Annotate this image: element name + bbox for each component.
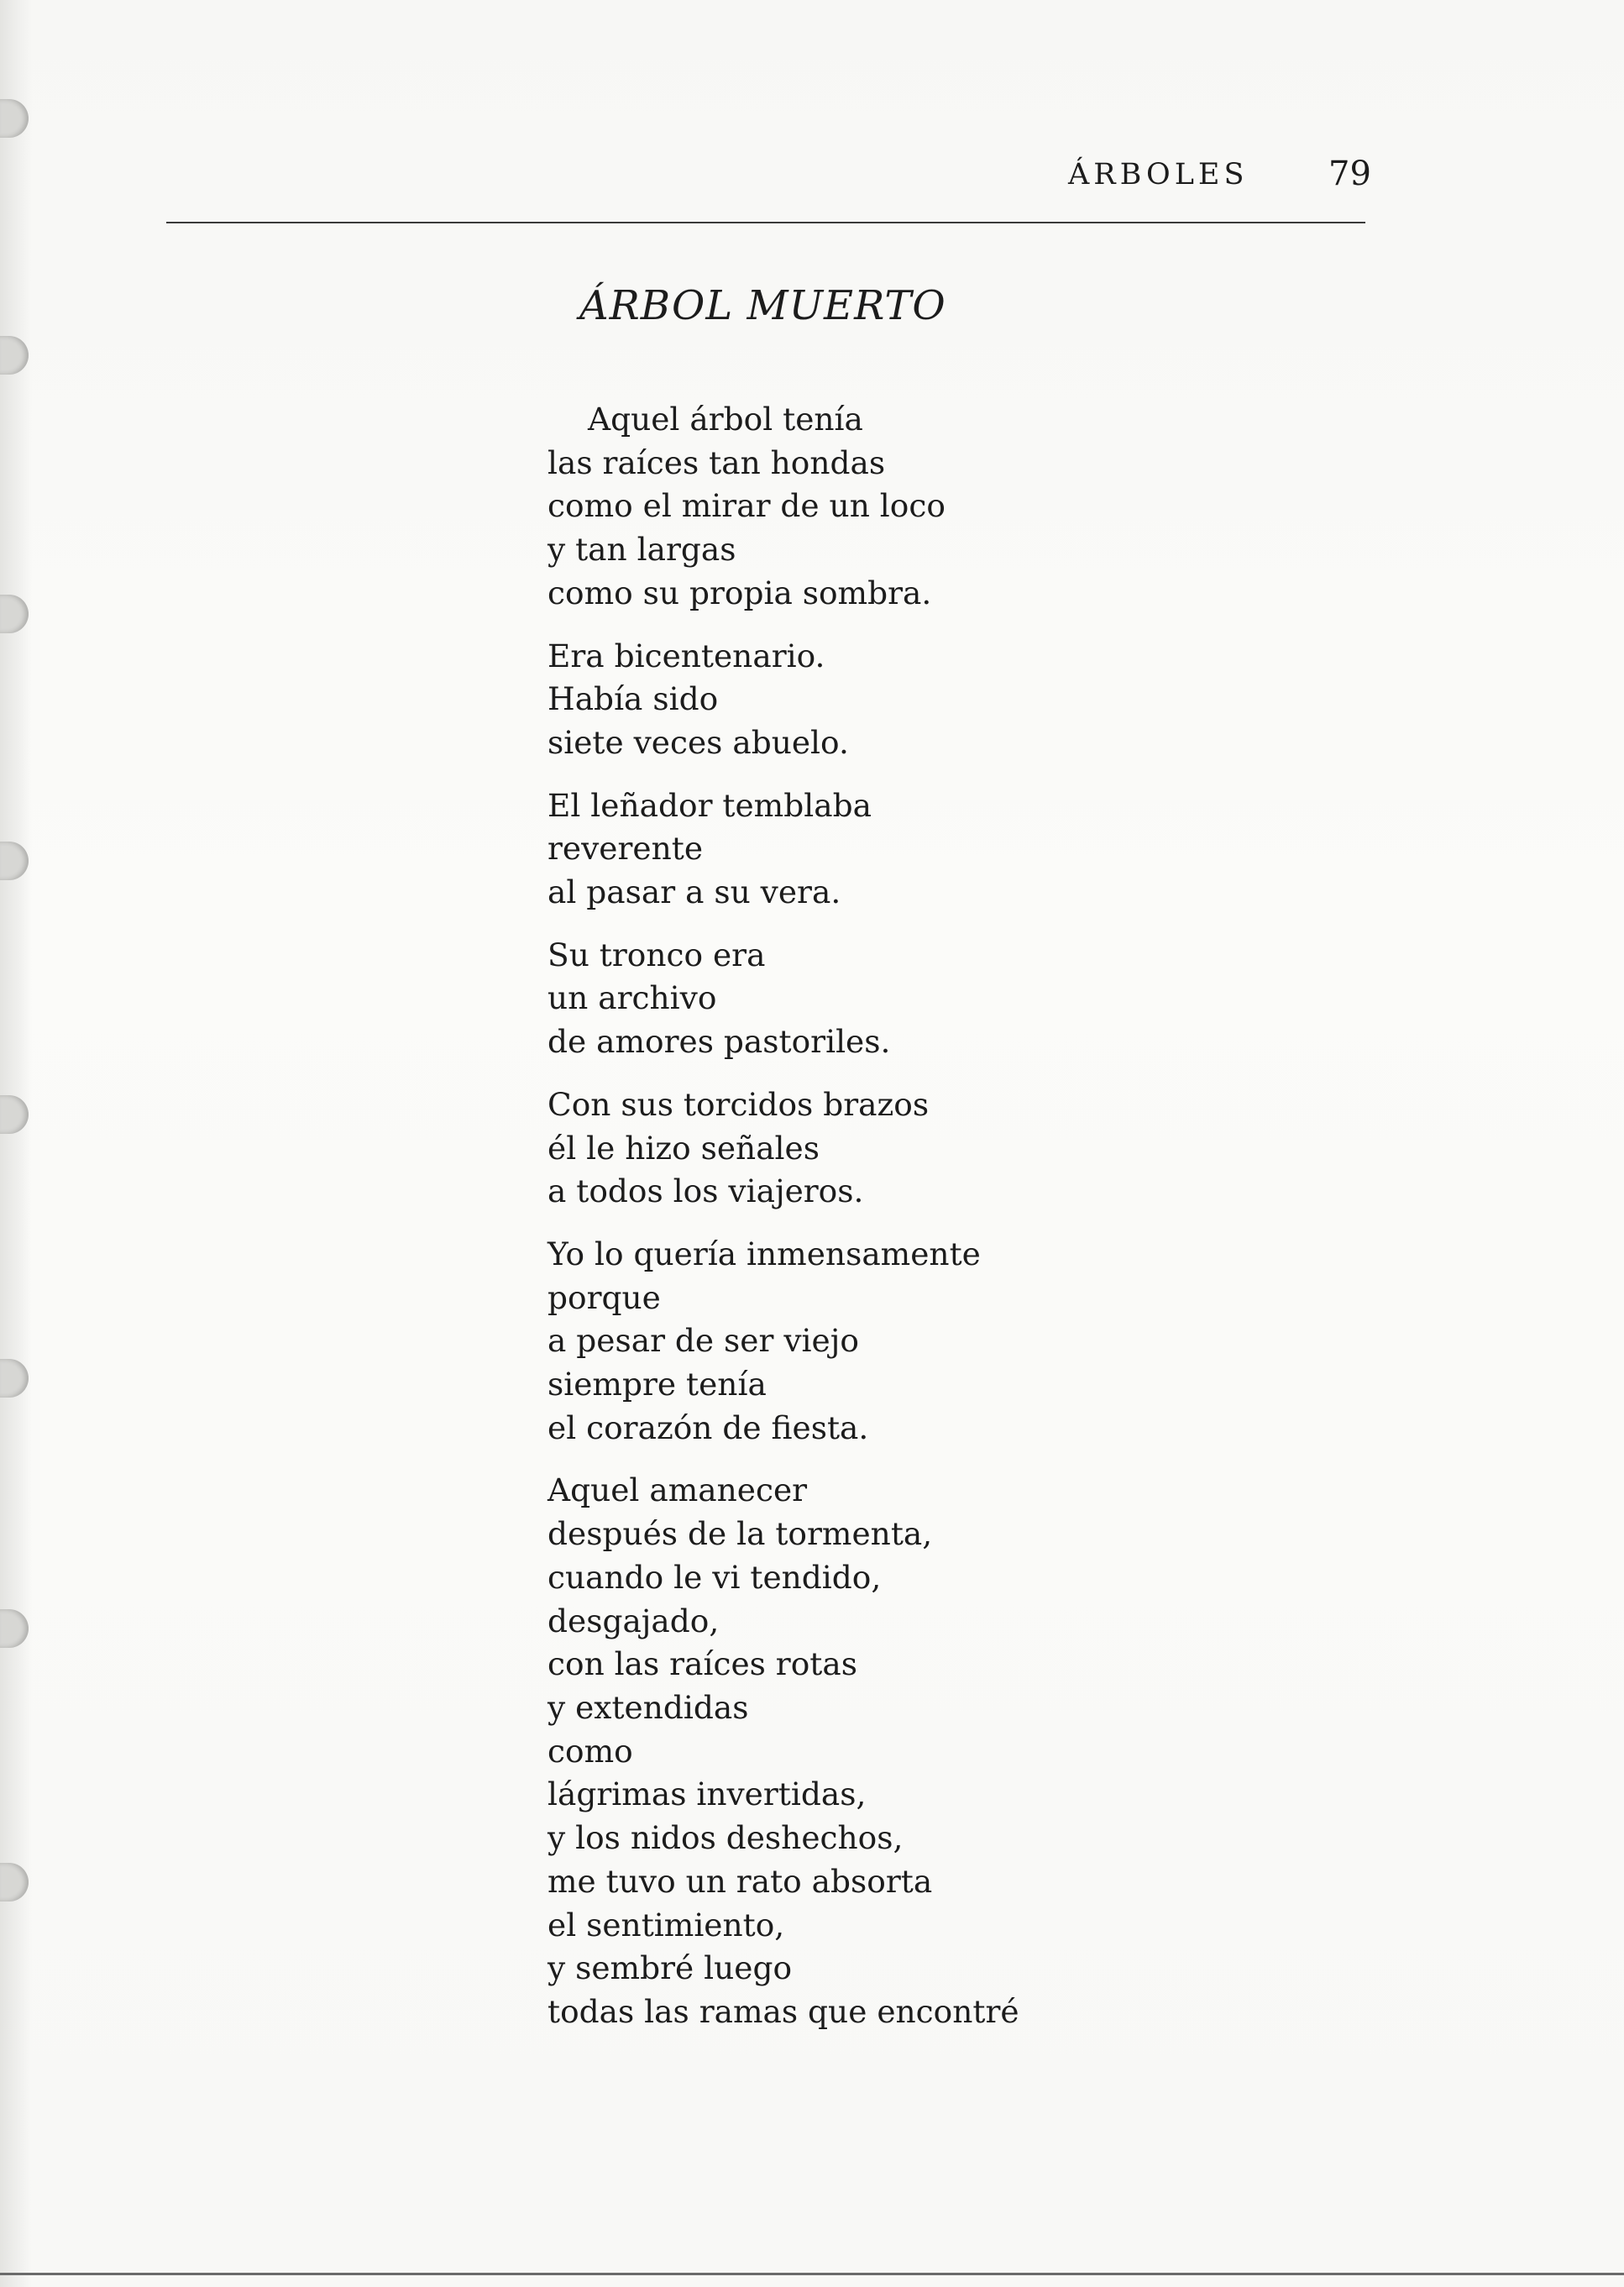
poem-line: todas las ramas que encontré (547, 1992, 1019, 2030)
poem-line: Aquel amanecer (547, 1471, 808, 1509)
poem-line: porque (547, 1278, 661, 1316)
poem-line: a todos los viajeros. (547, 1172, 864, 1210)
poem-line: me tuvo un rato absorta (547, 1862, 933, 1900)
poem-line: reverente (547, 830, 704, 868)
poem-line: y sembré luego (547, 1949, 793, 1987)
poem-line: cuando le vi tendido, (547, 1558, 882, 1596)
poem-line: como el mirar de un loco (547, 487, 946, 525)
poem-line: y extendidas (547, 1688, 749, 1726)
poem-line: desgajado, (547, 1602, 720, 1639)
poem-line: él le hizo señales (547, 1129, 820, 1167)
stanza (547, 1083, 1387, 1214)
poem-line: de amores pastoriles. (547, 1023, 891, 1061)
header-rule (166, 222, 1365, 223)
poem-line: Yo lo quería inmensamente (547, 1235, 981, 1272)
stanza (547, 934, 1387, 1064)
poem-line: después de la tormenta, (547, 1515, 933, 1553)
poem-line: Con sus torcidos brazos (547, 1085, 930, 1123)
poem-title: ÁRBOL MUERTO (579, 282, 946, 329)
poem-line: al pasar a su vera. (547, 873, 841, 911)
stanza (547, 398, 1387, 616)
poem-line: el sentimiento, (547, 1906, 785, 1943)
poem-line: un archivo (547, 979, 717, 1017)
stanza (547, 1233, 1387, 1450)
poem-line: las raíces tan hondas (547, 443, 886, 481)
stanza (547, 635, 1387, 765)
poem-body (547, 398, 1387, 2054)
poem-line: como (547, 1732, 633, 1770)
stanza (547, 784, 1387, 915)
poem-line: como su propia sombra. (547, 574, 932, 611)
poem-line: Aquel árbol tenía (588, 401, 863, 438)
poem-line: y tan largas (547, 531, 736, 569)
running-head: ÁRBOLES (1068, 158, 1249, 191)
poem-line: Era bicentenario. (547, 637, 825, 674)
page-number: 79 (1328, 155, 1371, 193)
poem-line: el corazón de fiesta. (547, 1408, 869, 1446)
poem-line: siete veces abuelo. (547, 723, 849, 761)
poem-line: con las raíces rotas (547, 1645, 857, 1683)
scan-bottom-edge (0, 2273, 1624, 2275)
stanza (547, 1469, 1387, 2033)
poem-line: Su tronco era (547, 936, 766, 973)
poem-line: El leñador temblaba (547, 786, 872, 824)
poem-line: lágrimas invertidas, (547, 1776, 867, 1813)
poem-line: y los nidos deshechos, (547, 1819, 904, 1857)
poem-line: Había sido (547, 680, 719, 718)
poem-line: a pesar de ser viejo (547, 1322, 859, 1360)
poem-line: siempre tenía (547, 1366, 767, 1403)
